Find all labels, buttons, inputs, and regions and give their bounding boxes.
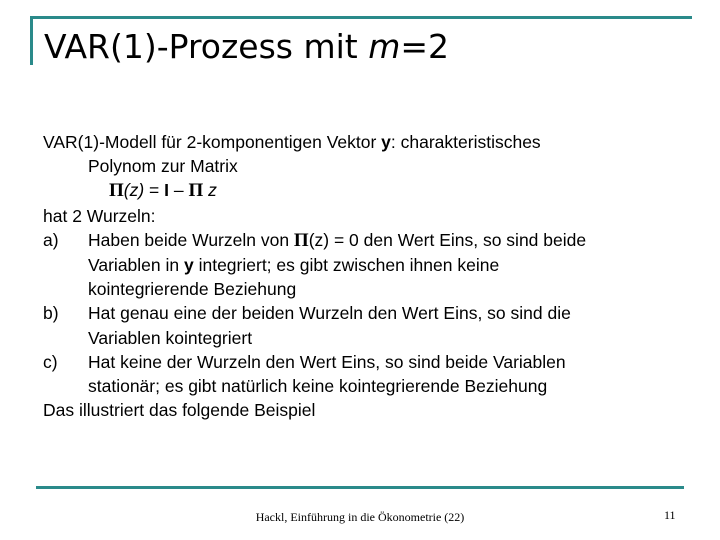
list-marker: c)	[43, 351, 58, 372]
item-vector: y	[184, 255, 194, 276]
list-marker: b)	[43, 303, 59, 324]
formula-pi: Π	[109, 180, 124, 202]
list-item-line	[88, 253, 683, 277]
footer-rule	[36, 486, 684, 489]
list-item-a	[43, 228, 683, 302]
item-text-end: (z) = 0 den Wert Eins, so sind beide	[308, 229, 587, 250]
list-item-line: kointegrierende Beziehung	[88, 279, 297, 300]
formula-arg: (z)	[123, 180, 145, 201]
formula-z: z	[203, 180, 217, 201]
intro-text: VAR(1)-Modell für 2-komponentigen Vektor	[43, 132, 382, 152]
item-text: Variablen in	[88, 255, 184, 276]
intro-line-1	[43, 130, 683, 154]
slide-body	[43, 130, 683, 422]
formula-minus: –	[169, 180, 189, 201]
item-pi: Π	[293, 229, 309, 251]
list-item-c	[43, 350, 683, 398]
formula-eq: =	[144, 180, 165, 201]
item-text: Haben beide Wurzeln von	[88, 229, 294, 250]
list-item-b	[43, 301, 683, 349]
intro-line-2: Polynom zur Matrix	[88, 156, 238, 177]
page-number: 11	[664, 508, 676, 522]
title-suffix: =2	[400, 27, 450, 66]
list-marker: a)	[43, 229, 59, 250]
intro-vector: y	[381, 132, 391, 152]
item-text-end: integriert; es gibt zwischen ihnen keine	[193, 255, 500, 276]
footer-citation: Hackl, Einführung in die Ökonometrie (22)	[255, 510, 465, 524]
title-prefix: VAR(1)-Prozess mit	[44, 27, 369, 66]
formula-pi-2: Π	[188, 180, 204, 202]
title-variable: m	[368, 27, 401, 66]
formula	[43, 178, 683, 203]
list-item-line	[88, 228, 683, 253]
closing-line: Das illustriert das folgende Beispiel	[43, 400, 316, 421]
formula-identity: I	[164, 180, 170, 201]
list-item-line: Variablen kointegriert	[88, 327, 253, 348]
intro-text-end: : charakteristisches	[390, 132, 541, 152]
slide-title	[44, 26, 449, 68]
list-item-line: stationär; es gibt natürlich keine kointegrierende Beziehung	[88, 376, 548, 397]
list-item-line: Hat genau eine der beiden Wurzeln den Wert Eins, so sind die	[88, 303, 571, 324]
title-frame-left-rule	[30, 16, 33, 65]
title-frame-top-rule	[30, 16, 692, 19]
roots-line: hat 2 Wurzeln:	[43, 205, 156, 226]
list-item-line: Hat keine der Wurzeln den Wert Eins, so sind beide Variablen	[88, 351, 566, 372]
